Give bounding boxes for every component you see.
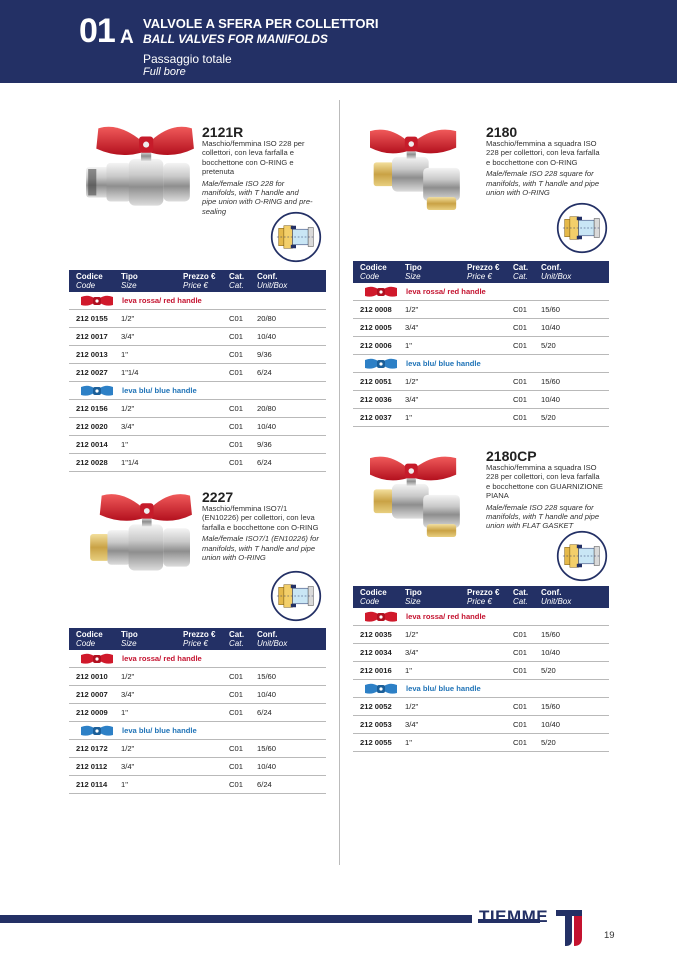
cell-conf: 15/60 — [541, 301, 609, 319]
blue-handle-icon — [364, 682, 398, 696]
cell-price — [183, 346, 229, 364]
column-divider — [339, 100, 340, 865]
cell-size: 1/2" — [405, 626, 467, 644]
cell-code: 212 0028 — [69, 454, 121, 472]
cell-cat: C01 — [513, 391, 541, 409]
cell-cat: C01 — [229, 310, 257, 328]
cell-size: 1"1/4 — [121, 364, 183, 382]
cell-conf: 15/60 — [257, 668, 326, 686]
subtitle-italian: Passaggio totale — [143, 52, 232, 66]
cell-conf: 20/80 — [257, 310, 326, 328]
cell-code: 212 0009 — [69, 704, 121, 722]
cell-cat: C01 — [513, 734, 541, 752]
cell-price — [467, 698, 513, 716]
cell-price — [467, 301, 513, 319]
table-row — [353, 409, 609, 427]
cell-size: 1/2" — [121, 740, 183, 758]
cell-code: 212 0020 — [69, 418, 121, 436]
cell-cat: C01 — [229, 776, 257, 794]
cell-price — [467, 662, 513, 680]
red-handle-label: leva rossa/ red handle — [122, 296, 202, 305]
cell-conf: 9/36 — [257, 346, 326, 364]
table-row — [69, 400, 326, 418]
cell-cat: C01 — [513, 698, 541, 716]
cell-conf: 10/40 — [257, 418, 326, 436]
red-handle-label: leva rossa/ red handle — [122, 654, 202, 663]
cell-price — [183, 418, 229, 436]
cell-conf: 10/40 — [257, 328, 326, 346]
cell-conf: 10/40 — [541, 391, 609, 409]
desc-english: Male/female ISO 228 for manifolds, with T handle and pipe union with O-RING and pre- sealing — [202, 178, 313, 216]
table-row — [69, 668, 326, 686]
cell-code: 212 0055 — [353, 734, 405, 752]
blue-handle-icon — [364, 357, 398, 371]
table-row — [353, 319, 609, 337]
desc-english: Male/female ISO 228 square for manifolds, with T handle and pipe union with O-RING — [486, 169, 600, 198]
red-handle-icon — [80, 652, 114, 666]
table-row — [69, 310, 326, 328]
table-row — [353, 698, 609, 716]
cell-size: 1" — [405, 734, 467, 752]
cell-size: 1/2" — [405, 373, 467, 391]
union-diagram-icon — [270, 211, 322, 263]
cell-size: 3/4" — [405, 391, 467, 409]
blue-handle-section — [69, 722, 326, 740]
cell-code: 212 0114 — [69, 776, 121, 794]
cell-cat: C01 — [513, 373, 541, 391]
blue-handle-icon — [80, 724, 114, 738]
cell-size: 3/4" — [405, 319, 467, 337]
cell-size: 1" — [121, 776, 183, 794]
cell-conf: 15/60 — [541, 373, 609, 391]
cell-cat: C01 — [513, 319, 541, 337]
product-image-2227 — [84, 486, 200, 582]
red-handle-section — [353, 283, 609, 301]
product-code-2121R: 2121R — [202, 124, 244, 140]
union-diagram-icon — [556, 202, 608, 254]
cell-size: 3/4" — [121, 758, 183, 776]
cell-conf: 10/40 — [257, 686, 326, 704]
blue-handle-section — [353, 680, 609, 698]
cell-size: 1/2" — [405, 301, 467, 319]
red-handle-label: leva rossa/ red handle — [406, 287, 486, 296]
table-row — [353, 662, 609, 680]
cell-price — [183, 328, 229, 346]
cell-size: 1/2" — [405, 698, 467, 716]
cell-cat: C01 — [513, 662, 541, 680]
cell-size: 1" — [121, 436, 183, 454]
table-row — [69, 454, 326, 472]
table-row — [69, 436, 326, 454]
blue-handle-section — [353, 355, 609, 373]
cell-size: 1" — [121, 346, 183, 364]
brand-logo-text: TIEMME — [479, 907, 549, 926]
cell-cat: C01 — [513, 716, 541, 734]
red-handle-icon — [364, 285, 398, 299]
table-row — [353, 626, 609, 644]
footer-bar — [0, 915, 472, 923]
cell-cat: C01 — [229, 740, 257, 758]
section-letter: A — [120, 27, 134, 48]
blue-handle-label: leva blu/ blue handle — [122, 386, 197, 395]
table-row — [69, 346, 326, 364]
cell-price — [467, 319, 513, 337]
cell-price — [467, 391, 513, 409]
blue-handle-icon — [80, 384, 114, 398]
red-handle-section — [69, 292, 326, 310]
table-row — [69, 740, 326, 758]
cell-cat: C01 — [229, 668, 257, 686]
product-desc-2121R — [202, 139, 314, 216]
cell-cat: C01 — [229, 400, 257, 418]
cell-conf: 15/60 — [257, 740, 326, 758]
cell-price — [467, 626, 513, 644]
red-handle-icon — [364, 610, 398, 624]
cell-code: 212 0016 — [353, 662, 405, 680]
brand-logo-icon — [556, 910, 582, 946]
product-image-2121R — [78, 118, 200, 220]
cell-size: 1" — [405, 337, 467, 355]
cell-size: 3/4" — [405, 644, 467, 662]
desc-italian: Maschio/femmina ISO 228 per collettori, con leva farfalla e bocchettone con O-RING e pretenuta — [202, 139, 305, 177]
cell-cat: C01 — [229, 364, 257, 382]
price-table-2121R — [69, 270, 326, 472]
cell-price — [183, 454, 229, 472]
cell-conf: 15/60 — [541, 626, 609, 644]
table-row — [69, 328, 326, 346]
product-desc-2180CP — [486, 463, 604, 531]
cell-price — [183, 310, 229, 328]
red-handle-icon — [80, 294, 114, 308]
cell-size: 3/4" — [121, 418, 183, 436]
cell-price — [467, 337, 513, 355]
cell-cat: C01 — [513, 626, 541, 644]
cell-conf: 5/20 — [541, 662, 609, 680]
cell-price — [467, 716, 513, 734]
cell-cat: C01 — [513, 301, 541, 319]
price-table-2180CP — [353, 586, 609, 752]
cell-price — [183, 436, 229, 454]
cell-conf: 10/40 — [541, 644, 609, 662]
union-diagram-icon — [270, 570, 322, 622]
cell-cat: C01 — [229, 346, 257, 364]
product-image-2180 — [370, 120, 480, 212]
cell-code: 212 0037 — [353, 409, 405, 427]
cell-code: 212 0035 — [353, 626, 405, 644]
cell-code: 212 0053 — [353, 716, 405, 734]
cell-code: 212 0017 — [69, 328, 121, 346]
cell-price — [183, 740, 229, 758]
page-number: 19 — [604, 930, 615, 941]
cell-code: 212 0013 — [69, 346, 121, 364]
product-code-2180: 2180 — [486, 124, 518, 140]
cell-price — [183, 364, 229, 382]
product-code-2227: 2227 — [202, 489, 234, 505]
desc-english: Male/female ISO7/1 (EN10226) for manifolds, with T handle and pipe union with O-RING — [202, 534, 319, 563]
cell-size: 1/2" — [121, 668, 183, 686]
cell-price — [183, 400, 229, 418]
section-number: 01 — [79, 12, 115, 50]
cell-code: 212 0014 — [69, 436, 121, 454]
cell-cat: C01 — [513, 644, 541, 662]
cell-code: 212 0008 — [353, 301, 405, 319]
table-header: Codice Code Tipo Size Prezzo € Price € Cat. Cat. Conf. Unit/Box — [353, 261, 609, 283]
cell-conf: 10/40 — [541, 716, 609, 734]
cell-price — [467, 644, 513, 662]
cell-price — [467, 409, 513, 427]
cell-size: 3/4" — [121, 328, 183, 346]
cell-code: 212 0010 — [69, 668, 121, 686]
cell-cat: C01 — [229, 328, 257, 346]
cell-code: 212 0051 — [353, 373, 405, 391]
desc-italian: Maschio/femmina a squadra ISO 228 per collettori, con leva farfalla e bocchettone con GUARNIZIONE PIANA — [486, 463, 603, 501]
cell-conf: 10/40 — [541, 319, 609, 337]
product-desc-2180 — [486, 139, 604, 197]
table-header: Codice Code Tipo Size Prezzo € Price € Cat. Cat. Conf. Unit/Box — [69, 628, 326, 650]
cell-size: 1"1/4 — [121, 454, 183, 472]
table-row — [353, 644, 609, 662]
cell-size: 1" — [405, 409, 467, 427]
table-row — [353, 337, 609, 355]
table-row — [353, 373, 609, 391]
desc-english: Male/female ISO 228 square for manifolds, with T handle and pipe union with FLAT GASKET — [486, 502, 600, 531]
cell-conf: 20/80 — [257, 400, 326, 418]
cell-cat: C01 — [513, 409, 541, 427]
table-row — [69, 776, 326, 794]
cell-size: 1/2" — [121, 400, 183, 418]
cell-price — [183, 686, 229, 704]
cell-cat: C01 — [229, 686, 257, 704]
cell-price — [467, 734, 513, 752]
table-header: Codice Code Tipo Size Prezzo € Price € Cat. Cat. Conf. Unit/Box — [353, 586, 609, 608]
table-header: Codice Code Tipo Size Prezzo € Price € Cat. Cat. Conf. Unit/Box — [69, 270, 326, 292]
cell-conf: 5/20 — [541, 337, 609, 355]
blue-handle-label: leva blu/ blue handle — [406, 359, 481, 368]
table-row — [353, 391, 609, 409]
cell-code: 212 0172 — [69, 740, 121, 758]
cell-code: 212 0027 — [69, 364, 121, 382]
cell-code: 212 0112 — [69, 758, 121, 776]
cell-code: 212 0005 — [353, 319, 405, 337]
subtitle-english: Full bore — [143, 66, 186, 78]
cell-size: 3/4" — [405, 716, 467, 734]
product-desc-2227 — [202, 504, 322, 562]
page-header — [0, 0, 677, 83]
blue-handle-label: leva blu/ blue handle — [122, 726, 197, 735]
cell-code: 212 0006 — [353, 337, 405, 355]
table-row — [353, 301, 609, 319]
cell-conf: 5/20 — [541, 409, 609, 427]
blue-handle-label: leva blu/ blue handle — [406, 684, 481, 693]
red-handle-section — [69, 650, 326, 668]
product-image-2180CP — [370, 447, 480, 539]
table-row — [353, 716, 609, 734]
cell-price — [467, 373, 513, 391]
blue-handle-section — [69, 382, 326, 400]
product-code-2180CP: 2180CP — [486, 448, 537, 464]
cell-conf: 15/60 — [541, 698, 609, 716]
cell-cat: C01 — [513, 337, 541, 355]
cell-code: 212 0007 — [69, 686, 121, 704]
cell-cat: C01 — [229, 454, 257, 472]
cell-conf: 9/36 — [257, 436, 326, 454]
cell-cat: C01 — [229, 704, 257, 722]
cell-conf: 6/24 — [257, 704, 326, 722]
cell-code: 212 0036 — [353, 391, 405, 409]
cell-size: 1" — [405, 662, 467, 680]
desc-italian: Maschio/femmina a squadra ISO 228 per collettori, con leva farfalla e bocchettone con O-RING — [486, 139, 600, 167]
cell-price — [183, 758, 229, 776]
cell-conf: 10/40 — [257, 758, 326, 776]
cell-code: 212 0156 — [69, 400, 121, 418]
cell-size: 1" — [121, 704, 183, 722]
cell-cat: C01 — [229, 418, 257, 436]
cell-conf: 6/24 — [257, 364, 326, 382]
cell-code: 212 0052 — [353, 698, 405, 716]
cell-size: 3/4" — [121, 686, 183, 704]
table-row — [69, 758, 326, 776]
table-row — [353, 734, 609, 752]
cell-code: 212 0034 — [353, 644, 405, 662]
red-handle-section — [353, 608, 609, 626]
title-english: BALL VALVES FOR MANIFOLDS — [143, 32, 328, 46]
table-row — [69, 686, 326, 704]
title-italian: VALVOLE A SFERA PER COLLETTORI — [143, 16, 379, 31]
cell-size: 1/2" — [121, 310, 183, 328]
cell-cat: C01 — [229, 436, 257, 454]
cell-conf: 6/24 — [257, 776, 326, 794]
cell-price — [183, 704, 229, 722]
desc-italian: Maschio/femmina ISO7/1 (EN10226) per collettori, con leva farfalla e bocchettone con O-RING — [202, 504, 319, 532]
price-table-2227 — [69, 628, 326, 794]
cell-cat: C01 — [229, 758, 257, 776]
cell-code: 212 0155 — [69, 310, 121, 328]
table-row — [69, 704, 326, 722]
red-handle-label: leva rossa/ red handle — [406, 612, 486, 621]
table-row — [69, 364, 326, 382]
cell-price — [183, 776, 229, 794]
price-table-2180 — [353, 261, 609, 427]
cell-conf: 6/24 — [257, 454, 326, 472]
cell-conf: 5/20 — [541, 734, 609, 752]
union-diagram-icon — [556, 530, 608, 582]
table-row — [69, 418, 326, 436]
cell-price — [183, 668, 229, 686]
